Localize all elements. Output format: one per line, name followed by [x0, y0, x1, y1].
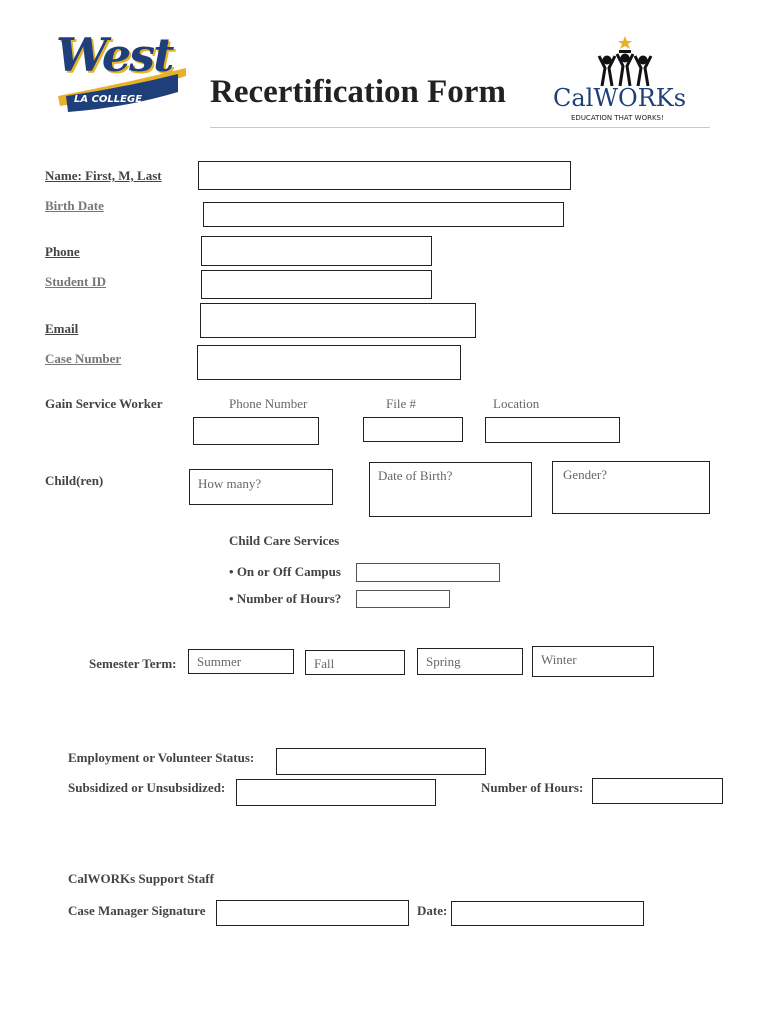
child-care-on-off-campus-label	[229, 564, 341, 580]
west-la-college-logo	[52, 28, 192, 118]
gain-service-worker-label: Gain Service Worker	[45, 396, 163, 411]
email-input[interactable]	[200, 303, 476, 338]
west-logo-wordmark: West	[56, 28, 173, 82]
calworks-logo	[545, 34, 695, 126]
semester-winter-text: Winter	[541, 652, 577, 667]
semester-summer-text: Summer	[197, 654, 242, 669]
signature-date-label: Date:	[417, 903, 448, 918]
name-label: Name: First, M, Last	[45, 168, 162, 183]
employment-hours-input[interactable]	[592, 778, 723, 804]
children-gender-placeholder: Gender?	[563, 467, 608, 482]
case-manager-signature-input[interactable]	[216, 900, 409, 926]
calworks-logo-works: WORKs	[593, 84, 687, 112]
calworks-logo-wordmark	[553, 84, 686, 112]
gain-phone-number-label: Phone Number	[229, 396, 308, 411]
header-divider	[210, 127, 710, 128]
semester-summer-option[interactable]	[188, 649, 294, 674]
west-logo-subtitle: LA COLLEGE	[74, 94, 143, 105]
calworks-logo-tagline: EDUCATION THAT WORKS!	[571, 114, 664, 122]
child-care-heading: Child Care Services	[229, 533, 340, 548]
phone-input[interactable]	[201, 236, 432, 266]
case-number-label: Case Number	[45, 351, 122, 366]
signature-date-input[interactable]	[451, 901, 644, 926]
child-care-hours-input[interactable]	[356, 590, 450, 608]
child-care-hours-label	[229, 591, 341, 607]
children-how-many-input[interactable]	[189, 469, 333, 505]
gain-file-number-label: File #	[386, 396, 416, 411]
case-manager-signature-label: Case Manager Signature	[68, 903, 206, 918]
bullet-icon: •	[229, 564, 237, 579]
children-date-of-birth-placeholder: Date of Birth?	[378, 468, 453, 483]
gain-location-input[interactable]	[485, 417, 620, 443]
phone-label: Phone	[45, 244, 80, 259]
calworks-logo-cal: Cal	[553, 84, 594, 112]
subsidized-input[interactable]	[236, 779, 436, 806]
semester-spring-text: Spring	[426, 654, 461, 669]
subsidized-label: Subsidized or Unsubsidized:	[68, 780, 226, 795]
child-care-on-off-campus-text: On or Off Campus	[236, 564, 341, 579]
employment-status-input[interactable]	[276, 748, 486, 775]
child-care-on-off-campus-input[interactable]	[356, 563, 500, 582]
name-input[interactable]	[198, 161, 571, 190]
birth-date-label: Birth Date	[45, 198, 104, 213]
student-id-label: Student ID	[45, 274, 107, 289]
support-staff-heading: CalWORKs Support Staff	[68, 871, 214, 886]
gain-location-label: Location	[493, 396, 540, 411]
children-how-many-placeholder: How many?	[198, 476, 262, 491]
semester-fall-text: Fall	[314, 656, 335, 671]
employment-hours-label: Number of Hours:	[481, 780, 584, 795]
gain-phone-number-input[interactable]	[193, 417, 319, 445]
children-label: Child(ren)	[45, 473, 104, 488]
page-title: Recertification Form	[210, 74, 506, 110]
semester-winter-option[interactable]	[532, 646, 654, 677]
case-number-input[interactable]	[197, 345, 461, 380]
birth-date-input[interactable]	[203, 202, 564, 227]
child-care-hours-text: Number of Hours?	[236, 591, 342, 606]
semester-spring-option[interactable]	[417, 648, 523, 675]
children-date-of-birth-input[interactable]	[369, 462, 532, 517]
student-id-input[interactable]	[201, 270, 432, 299]
employment-status-label: Employment or Volunteer Status:	[68, 750, 255, 765]
bullet-icon: •	[229, 591, 237, 606]
semester-fall-option[interactable]	[305, 650, 405, 675]
semester-term-label: Semester Term:	[89, 656, 177, 671]
email-label: Email	[45, 321, 79, 336]
children-gender-input[interactable]	[552, 461, 710, 514]
gain-file-number-input[interactable]	[363, 417, 463, 442]
